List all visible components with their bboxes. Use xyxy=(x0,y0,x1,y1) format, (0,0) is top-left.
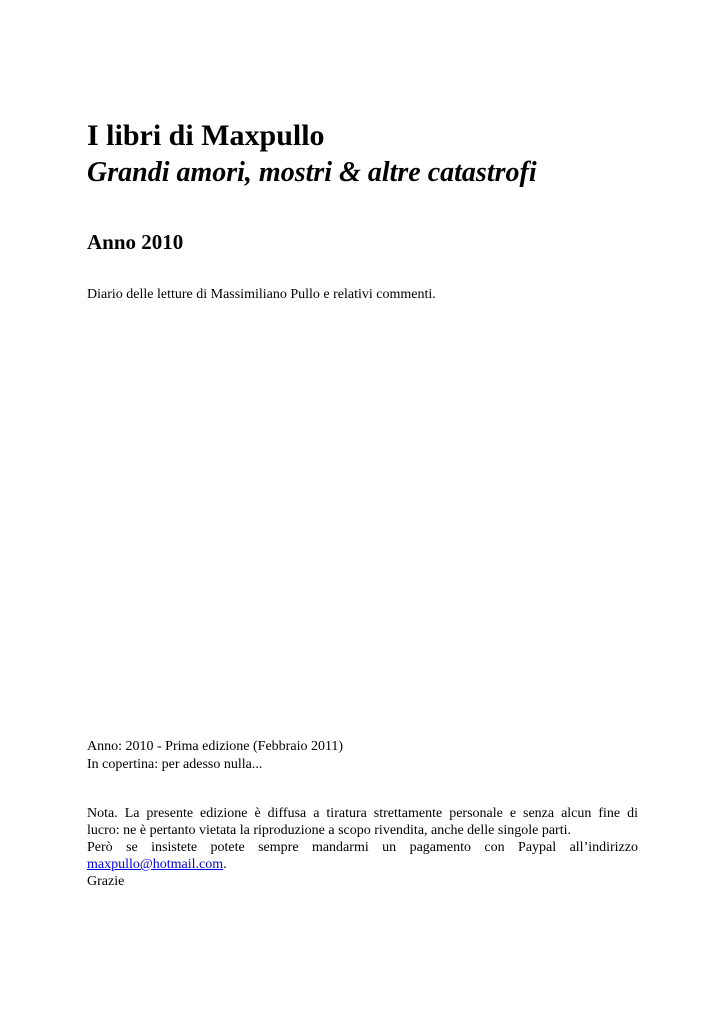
edition-info xyxy=(87,738,647,774)
email-suffix: . xyxy=(223,857,227,872)
closing-text: Grazie xyxy=(87,874,125,889)
year-heading: Anno 2010 xyxy=(87,230,184,254)
document-title: I libri di Maxpullo xyxy=(87,119,325,152)
legal-note xyxy=(87,805,638,890)
edition-line: Anno: 2010 - Prima edizione (Febbraio 2011) xyxy=(87,739,344,754)
note-line-3: Però se insistete potete sempre mandarmi un pagamento con Paypal all’indirizzo xyxy=(87,840,638,855)
cover-line: In copertina: per adesso nulla... xyxy=(87,757,263,772)
email-line xyxy=(87,856,638,873)
email-link[interactable]: maxpullo@hotmail.com xyxy=(87,857,224,872)
note-line-1: Nota. La presente edizione è diffusa a tiratura strettamente personale e senza alcun fine di xyxy=(87,806,638,821)
note-line-2: lucro: ne è pertanto vietata la riproduzione a scopo rivendita, anche delle singole parti. xyxy=(87,823,571,838)
document-subtitle: Grandi amori, mostri & altre catastrofi xyxy=(87,157,537,188)
document-description: Diario delle letture di Massimiliano Pullo e relativi commenti. xyxy=(87,287,436,302)
